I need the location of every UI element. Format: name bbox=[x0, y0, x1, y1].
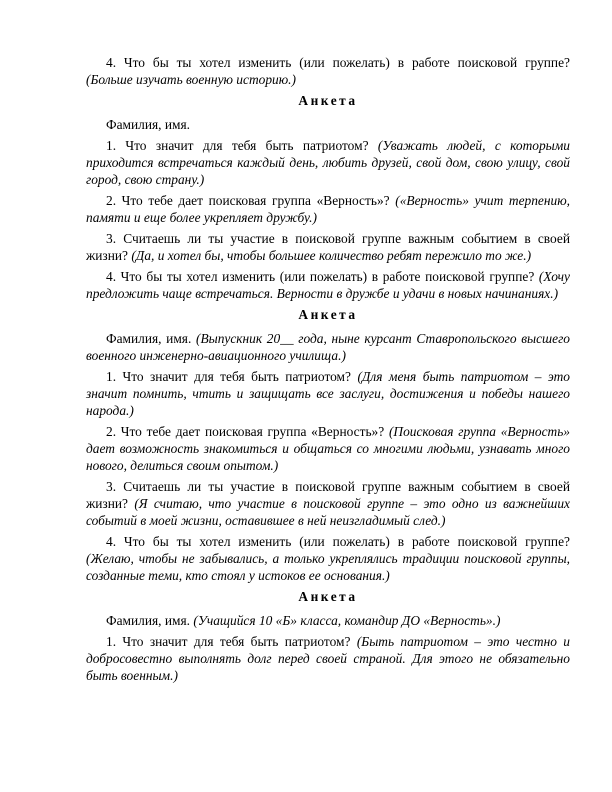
intro-question-4: 4. Что бы ты хотел изменить (или пожелать) в работе поисковой группе? (Больше изучать военную историю.) bbox=[86, 55, 570, 87]
survey-1-question-1: 1. Что значит для тебя быть патриотом? (Уважать людей, с которыми приходится встречаться каждый день, любить друзей, свой дом, свою улицу, свой город, свою страну.) bbox=[86, 138, 570, 187]
survey-2-heading: Анкета bbox=[298, 307, 358, 322]
survey-2-answer-4: (Желаю, чтобы не забывались, а только укреплялись традиции поисковой группы, созданные теми, кто стоял у истоков ее основания.) bbox=[86, 551, 570, 583]
survey-1-question-2: 2. Что тебе дает поисковая группа «Верность»? («Верность» учит терпению, памяти и еще более укрепляет дружбу.) bbox=[86, 193, 570, 225]
survey-3 bbox=[86, 588, 570, 684]
intro-answer-4: (Больше изучать военную историю.) bbox=[86, 72, 296, 87]
survey-1-question-4: 4. Что бы ты хотел изменить (или пожелать) в работе поисковой группе? (Хочу предложить чаще встречаться. Верности в дружбе и удачи в новых начинаниях.) bbox=[86, 269, 570, 301]
survey-2-answer-1: (Для меня быть патриотом – это значит помнить, чтить и защищать все заслуги, достижения и победы нашего народа.) bbox=[86, 369, 570, 418]
survey-3-answer-1: (Быть патриотом – это честно и добросовестно выполнять долг перед своей страной. Для этого не обязательно быть военным.) bbox=[86, 634, 570, 683]
survey-3-name-answer: (Учащийся 10 «Б» класса, командир ДО «Верность».) bbox=[193, 613, 501, 628]
survey-2-question-2: 2. Что тебе дает поисковая группа «Верность»? (Поисковая группа «Верность» дает возможность знакомиться и общаться со многими людьми, узнавать много нового, делиться своим опытом.) bbox=[86, 424, 570, 473]
survey-1-answer-1: (Уважать людей, с которыми приходится встречаться каждый день, любить друзей, свой дом, свою улицу, свой город, свою страну.) bbox=[86, 138, 570, 187]
survey-2-question-1: 1. Что значит для тебя быть патриотом? (Для меня быть патриотом – это значит помнить, чтить и защищать все заслуги, достижения и победы нашего народа.) bbox=[86, 369, 570, 418]
survey-2-answer-3: (Я считаю, что участие в поисковой группе – это одно из важнейших событий в моей жизни, оставившее в ней неизгладимый след.) bbox=[86, 496, 570, 528]
survey-3-question-1: 1. Что значит для тебя быть патриотом? (Быть патриотом – это честно и добросовестно выполнять долг перед своей страной. Для этого не обязательно быть военным.) bbox=[86, 634, 570, 683]
survey-3-name: Фамилия, имя. (Учащийся 10 «Б» класса, командир ДО «Верность».) bbox=[106, 613, 501, 628]
survey-1-heading: Анкета bbox=[298, 93, 358, 108]
survey-1-answer-3: (Да, и хотел бы, чтобы большее количество ребят пережило то же.) bbox=[131, 248, 532, 263]
survey-2 bbox=[86, 306, 570, 584]
document-body bbox=[86, 54, 570, 688]
survey-1-answer-4: (Хочу предложить чаще встречаться. Верности в дружбе и удачи в новых начинаниях.) bbox=[86, 269, 570, 301]
survey-1-answer-2: («Верность» учит терпению, памяти и еще более укрепляет дружбу.) bbox=[86, 193, 570, 225]
survey-2-answer-2: (Поисковая группа «Верность» дает возможность знакомиться и общаться со многими людьми, узнавать много нового, делиться своим опытом.) bbox=[86, 424, 570, 473]
survey-2-question-4: 4. Что бы ты хотел изменить (или пожелать) в работе поисковой группе? (Желаю, чтобы не забывались, а только укреплялись традиции поисковой группы, созданные теми, кто стоял у истоков ее основания.) bbox=[86, 534, 570, 583]
survey-2-question-3: 3. Считаешь ли ты участие в поисковой группе важным событием в своей жизни? (Я считаю, что участие в поисковой группе – это одно из важнейших событий в моей жизни, оставившее в ней неизгладимый след.) bbox=[86, 479, 570, 528]
survey-1-question-3: 3. Считаешь ли ты участие в поисковой группе важным событием в своей жизни? (Да, и хотел бы, чтобы большее количество ребят пережило то же.) bbox=[86, 231, 570, 263]
survey-2-name-answer: (Выпускник 20__ года, ныне курсант Ставропольского высшего военного инженерно-авиационного училища.) bbox=[86, 331, 570, 363]
survey-2-name: Фамилия, имя. (Выпускник 20__ года, ныне курсант Ставропольского высшего военного инженерно-авиационного училища.) bbox=[86, 331, 570, 363]
survey-1-name-label: Фамилия, имя. bbox=[106, 117, 191, 132]
survey-1 bbox=[86, 92, 570, 302]
survey-3-heading: Анкета bbox=[298, 589, 358, 604]
